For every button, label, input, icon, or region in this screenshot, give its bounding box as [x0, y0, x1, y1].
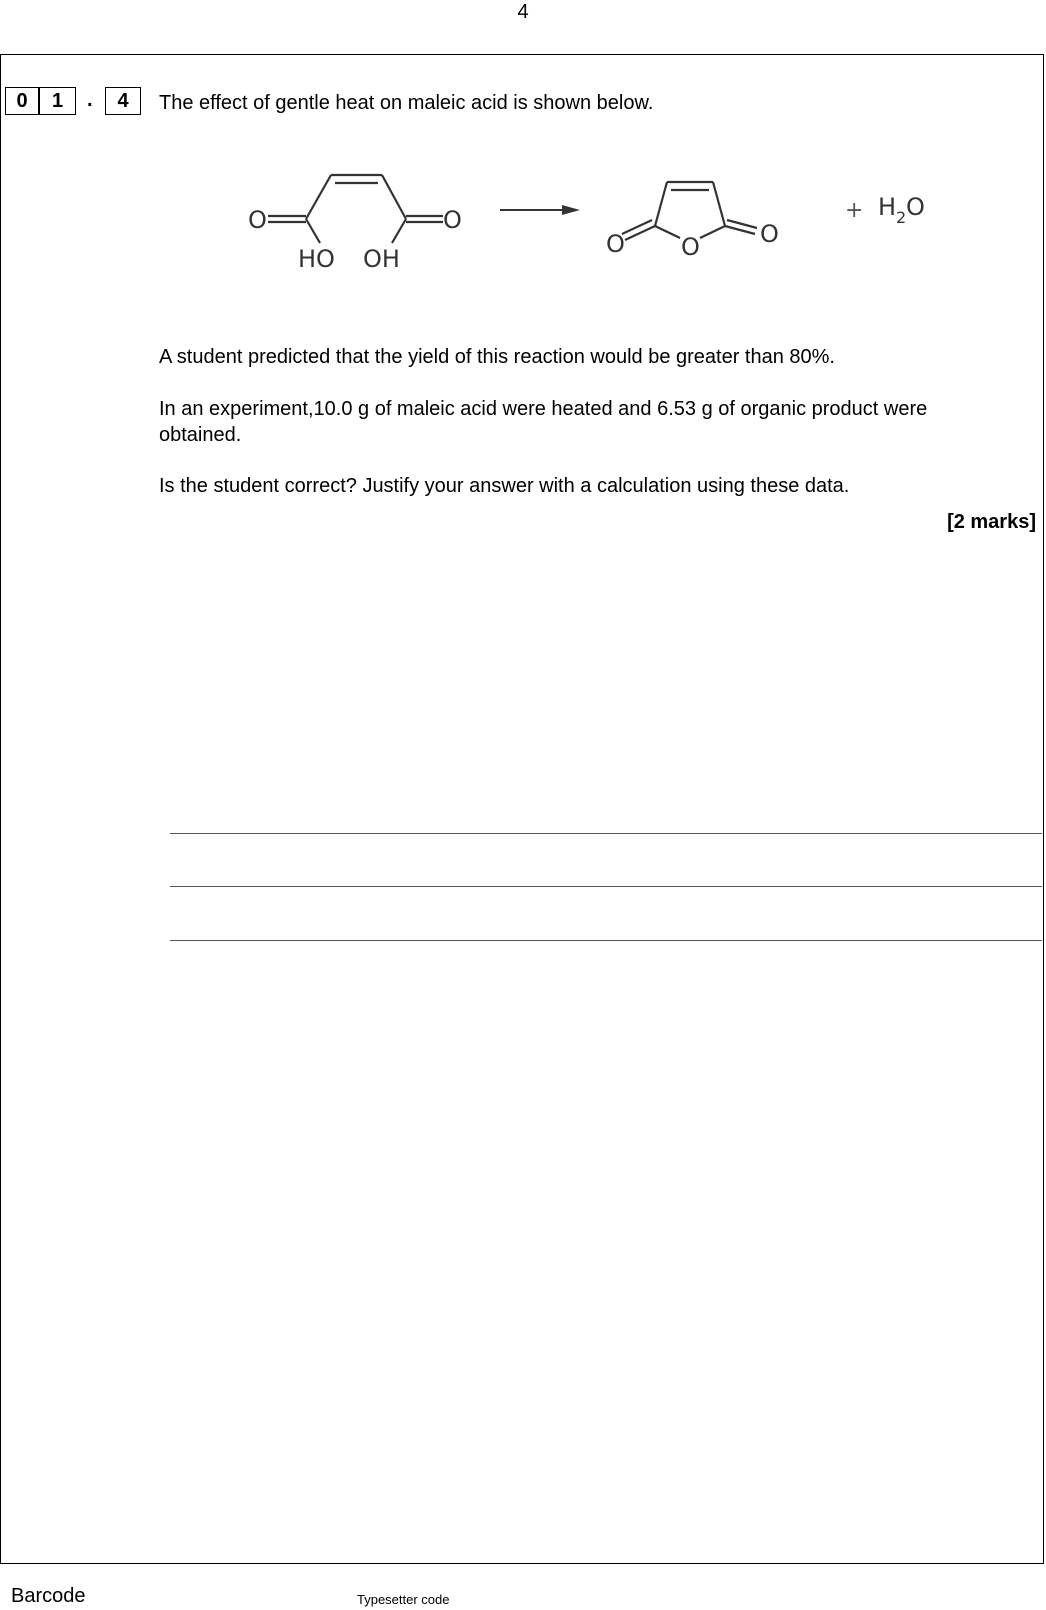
question-experiment: In an experiment,10.0 g of maleic acid were heated and 6.53 g of organic product were obtained.: [159, 398, 928, 446]
reactant-o-left-label: O: [248, 206, 267, 234]
answer-line-1[interactable]: [170, 833, 1042, 834]
reactant-ho-label: HO: [298, 245, 335, 273]
question-intro: The effect of gentle heat on maleic acid is shown below.: [159, 92, 654, 114]
water-h: H: [878, 193, 897, 221]
question-prediction: A student predicted that the yield of this reaction would be greater than 80%.: [159, 346, 835, 368]
product-o-left-label: O: [606, 230, 625, 258]
reaction-arrow: [500, 205, 580, 215]
maleic-acid-structure: [268, 175, 443, 243]
marks-allocation: [2 marks]: [947, 511, 1036, 533]
answer-line-3[interactable]: [170, 940, 1042, 941]
question-part-number: 4: [105, 87, 141, 115]
water-subscript: 2: [896, 208, 907, 227]
reaction-scheme: [240, 160, 960, 280]
question-frame: [0, 54, 1044, 1564]
page-number: 4: [517, 1, 529, 23]
question-task: Is the student correct? Justify your answer with a calculation using these data.: [159, 475, 850, 497]
maleic-anhydride-structure: [622, 182, 757, 240]
footer-barcode: Barcode: [11, 1585, 86, 1607]
product-o-right-label: O: [760, 220, 779, 248]
reactant-o-right-label: O: [443, 206, 462, 234]
question-number-digit-1: 0: [5, 87, 39, 115]
product-o-ring-label: O: [681, 233, 700, 261]
reactant-oh-label: OH: [363, 245, 400, 273]
water-formula: [878, 193, 925, 227]
answer-line-2[interactable]: [170, 886, 1042, 887]
footer-typesetter-code: Typesetter code: [357, 1592, 450, 1607]
question-number-separator: .: [87, 89, 93, 111]
water-o: O: [906, 193, 925, 221]
question-number-digit-2: 1: [39, 87, 76, 115]
plus-sign: +: [845, 198, 864, 223]
